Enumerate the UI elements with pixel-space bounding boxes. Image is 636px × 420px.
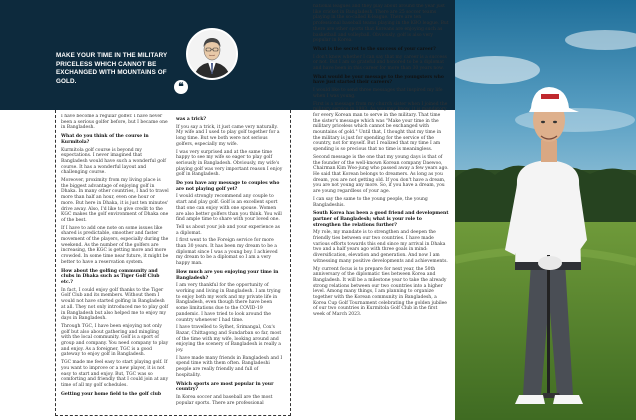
paragraph: First is a message from my church sister when I joined the military service in 1983. As you may know, it is mandatory for every Korean man to serve in the military. That time the sister's message which was "Make your time in the military priceless which cannot be exchanged with mountains of gold." Until that, I thought that my time in the military is just for spending for the service of the country, not for myself. But I realized that my time I am spending is so precious that no time is meaningless. (313, 101, 448, 153)
paragraph: If I have to add one note on some issues like shared is predictable, smoother and faster movement of the players, especially during the weekend. As the number of the golfers are increasing, the KGC is getting more and more crowded. In some time near future, it might be better to have a reservation system. (61, 225, 169, 265)
question-heading: was a trick? (176, 117, 207, 122)
paragraph: Moreover, proximity from my living place is the biggest advantage of enjoying golf in Dhaka. In many other countries, I had to travel more than half an hour, even one hour or more. But here in Dhaka, it is just ten minutes' drive away. Also, I'd like to give credit to the KGC makes the golf environment of Dhaka one of the best. (61, 178, 169, 223)
paragraph: national leagues and they play about around the year just like cricket in Bangladesh. There are 25 soccer teams playing in the so-called K-league. There are ten professional baseball teams playing in the KBO league. But there are other sports that Koreans are enjoying such as basketball and volleyball. Obviously, golf is also very popular in Korea. (313, 4, 449, 44)
paragraph: Second message is the one that my young days is that of the founder of the well-known Korean company Daewoo, Chairman Kim Woo-jung who passed away a few years ago. He said that Korean belongs to dreamers. As long as you dream, you are not getting old. If you don't have a dream, you are not young any more. So, if you have a dream, you are young regardless of your age. (313, 154, 449, 195)
question-heading: Which sports are most popular in your country? (176, 381, 274, 393)
question-heading: South Korea has been a good friend and development partner of Bangladesh; what is your role to strengthen the relations further? (313, 211, 449, 228)
quote-icon: ❝ (174, 80, 188, 94)
question-heading: What is the secret to the success of your career? (313, 46, 436, 52)
pull-quote: MAKE YOUR TIME IN THE MILITARY PRICELESS WHICH CANNOT BE EXCHANGED WITH MOUNTAINS OF GOLD. (56, 52, 168, 85)
article-column-2 (176, 114, 284, 414)
question-heading: How about the golfing community and clubs in Dhaka such as Tiger Golf Club etc.? (61, 268, 160, 285)
paragraph: I am very thankful for the opportunity of working and living in Bangladesh. I am trying to enjoy both my work and my private life in Bangladesh, even though there have been some limitations due to the COVID-19 pandemic. I have tried to look around the country whenever I had time. (176, 283, 281, 323)
paragraph: I would like to send three messages that inspired my life when I was young. (313, 88, 443, 99)
paragraph: Tell us about your job and your experience as a diplomat. (176, 224, 280, 236)
paragraph: Through TGC, I have been enjoying not only golf but also about gathering and mingling with the local community. Golf is a sport of group and company. You need company to play and enjoy. As a foreigner, TGC is a good gateway to enjoy golf in Bangladesh. (61, 323, 169, 358)
article-column-1 (61, 114, 169, 414)
paragraph: I was very surprised and at the same time happy to see my wife so eager to play golf seriously in Bangladesh. Obviously, my wife's playing golf was very important reason I enjoy golf in Bangladesh. (176, 149, 283, 178)
article-column-3 (313, 4, 449, 416)
paragraph: Kurmitola golf course is beyond my expectations. I never imagined that Bangladesh would have such a wonderful golf course. It has a wonderful layout and challenging course. (61, 147, 166, 176)
paragraph: My current focus is to prepare for next year, the 50th anniversary of the diplomatic ties between Korea and Bangladesh. It will be a milestone year to take the already strong relations between our two countries into a higher level. Among many things, I am planning to organize together with the Korean community in Bangladesh, a Korea Cup Golf Tournament celebrating the golden jubilee of our two countries in Kurmitola Golf Club in the first week of March 2023. (313, 266, 447, 318)
paragraph: I have travelled to Sylhet, Srimangal, Cox's Bazar, Chittagong and Sundarban so far, most of the time with my wife, looking around and enjoying the scenery of Bangladesh is really a joy. (176, 325, 282, 354)
paragraph: TGC made me feel easy to start playing golf. If you want to improve or a new player, it is not easy to start and enjoy. But, TGC was so comforting and friendly that I could join at any time of all my golf schedules. (61, 360, 169, 388)
paragraph: In Korea soccer and baseball are the most popular sports. There are professional (176, 394, 273, 406)
paragraph: In fact, I could enjoy golf thanks to the Tiger Golf Club and its members. Without them I would not have started golfing in Bangladesh at all. They not only introduced me to play golf in Bangladesh but also helped me to enjoy my days in Bangladesh. (61, 287, 169, 322)
question-heading: What would be your message to the youngsters who have just started their careers? (313, 74, 444, 86)
paragraph: I have become a regular golfer. I have never been a serious golfer before, but I became one in Bangladesh. (61, 114, 168, 131)
portrait-illustration (186, 28, 238, 80)
paragraph: I have made many friends in Bangladesh and I spend time with them often. Bangladeshi people are really friendly and full of hospitality. (176, 355, 283, 378)
question-heading: What do you think of the course in Kurmitola? (61, 134, 149, 145)
paragraph: I first went to the Foreign service for more than 30 years. It has been my dream to be a diplomat since I was a young boy. I achieved my dream to be a diplomat so I am a very happy man. (176, 238, 278, 267)
paragraph: I would strongly recommend any couple to start and play golf. Golf is an excellent sport that one can enjoy with one spouse. Women are also better golfers than you think. You will find ample time to share with your loved one. (176, 194, 282, 223)
golfer-photo (455, 0, 636, 420)
question-heading: Getting your home field to the golf club (61, 391, 162, 397)
paragraph: I can say the same to the young people, the young Bangladeshis. (313, 196, 428, 208)
paragraph: I don't know whether I can say that my career is a success or not. But I am so grateful and honored to be a diplomat and have been in this career for more than 30 years now. (313, 54, 447, 72)
paragraph: If you say a trick, it just came very naturally. My wife and I used to play golf together for a long time. But we both were not serious golfers, especially my wife. (176, 124, 280, 147)
paragraph: My role, my mandate is to strengthen and deepen the friendly ties between our two countries. I have made various efforts towards this end since my arrival in Dhaka two and a half years ago with three goals in mind: diversification, elevation and generation. And now I am witnessing many positive developments and achievements. (313, 230, 448, 264)
question-heading: Do you have any message to couples who are not playing golf yet? (176, 181, 280, 192)
question-heading: How much are you enjoying your time in Bangladesh? (176, 269, 279, 281)
